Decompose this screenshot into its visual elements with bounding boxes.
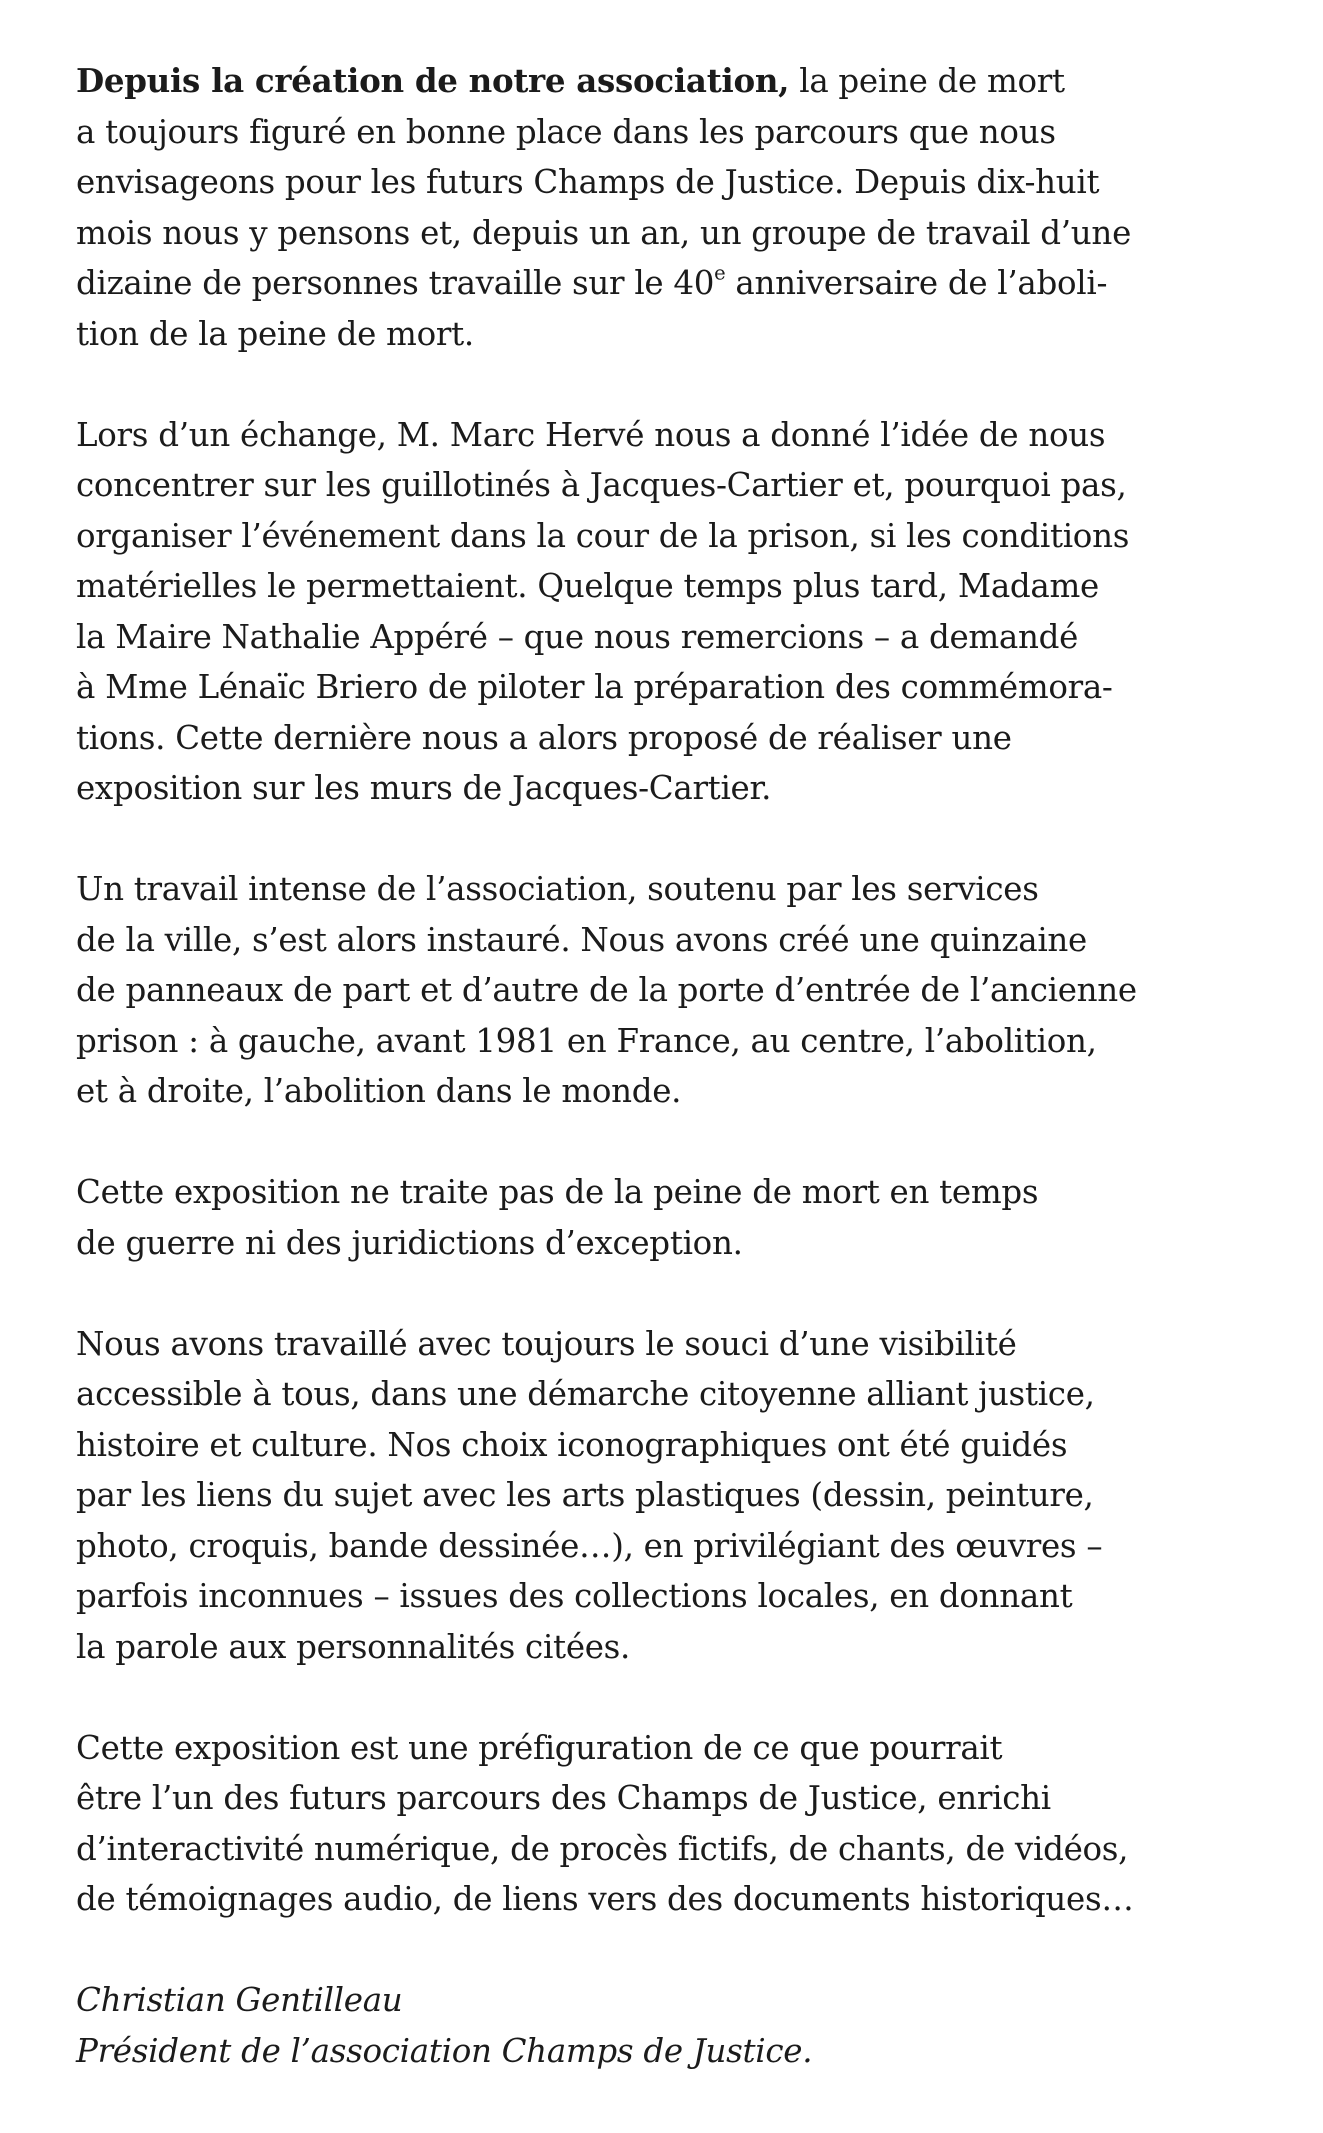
text-line (76, 1773, 1256, 1824)
text-line (76, 1874, 1256, 1925)
document-page (76, 56, 1256, 2076)
line-text: accessible à tous, dans une démarche citoyenne alliant justice, (76, 1375, 1095, 1413)
line-text: de témoignages audio, de liens vers des documents historiques… (76, 1880, 1134, 1918)
signature-name: Christian Gentilleau (76, 1981, 403, 2019)
line-text: de panneaux de part et d’autre de la porte d’entrée de l’ancienne (76, 971, 1137, 1009)
line-text: tions. Cette dernière nous a alors proposé de réaliser une (76, 718, 1012, 757)
text-line (76, 1723, 1256, 1774)
text-line (76, 662, 1256, 713)
text-line (76, 864, 1256, 915)
text-line (76, 208, 1256, 259)
line-text: et à droite, l’abolition dans le monde. (76, 1072, 682, 1110)
line-text: Cette exposition ne traite pas de la peine de mort en temps (76, 1173, 1039, 1211)
text-line (76, 157, 1256, 208)
text-line (76, 107, 1256, 158)
paragraph-5 (76, 1319, 1256, 1673)
line-text: être l’un des futurs parcours des Champs de Justice, enrichi (76, 1779, 1051, 1817)
line-text-after: anniversaire de l’aboli- (725, 264, 1108, 302)
paragraph-3 (76, 864, 1256, 1117)
signature-block (76, 1975, 1256, 2076)
text-line (76, 763, 1256, 814)
text-line (76, 410, 1256, 461)
line-text: la parole aux personnalités citées. (76, 1627, 631, 1666)
text-line (76, 511, 1256, 562)
line-text: Cette exposition est une préfiguration de ce que pourrait (76, 1728, 1003, 1767)
text-line (76, 713, 1256, 764)
paragraph-6 (76, 1723, 1256, 1925)
text-line (76, 1066, 1256, 1117)
line-text: organiser l’événement dans la cour de la prison, si les conditions (76, 516, 1130, 555)
text-line (76, 1420, 1256, 1471)
lead-phrase: Depuis la création de notre association, (76, 61, 790, 100)
text-line (76, 258, 1256, 309)
line-text: prison : à gauche, avant 1981 en France, au centre, l’abolition, (76, 1021, 1097, 1060)
paragraph-1 (76, 56, 1256, 359)
line-text: de guerre ni des juridictions d’exception. (76, 1223, 743, 1262)
line-text: à Mme Lénaïc Briero de piloter la préparation des commémora- (76, 668, 1113, 706)
line-text: photo, croquis, bande dessinée…), en privilégiant des œuvres – (76, 1526, 1103, 1565)
text-line (76, 561, 1256, 612)
paragraph-2 (76, 410, 1256, 814)
line-text: histoire et culture. Nos choix iconographiques ont été guidés (76, 1425, 1068, 1464)
line-text: dizaine de personnes travaille sur le 40 (76, 264, 715, 302)
line-text: de la ville, s’est alors instauré. Nous avons créé une quinzaine (76, 920, 1087, 959)
line-text: envisageons pour les futurs Champs de Justice. Depuis dix-huit (76, 163, 1100, 201)
signature-title: Président de l’association Champs de Justice. (76, 2031, 813, 2070)
paragraph-4 (76, 1167, 1256, 1268)
text-line (76, 1167, 1256, 1218)
text-line (76, 1319, 1256, 1370)
text-line (76, 1824, 1256, 1875)
text-line (76, 915, 1256, 966)
line-text: Un travail intense de l’association, soutenu par les services (76, 870, 1039, 908)
line-text: tion de la peine de mort. (76, 314, 474, 353)
text-line (76, 1218, 1256, 1269)
text-line (76, 1369, 1256, 1420)
line-text: la Maire Nathalie Appéré – que nous remercions – a demandé (76, 617, 1079, 656)
line-text: exposition sur les murs de Jacques-Cartier. (76, 769, 772, 807)
text-line (76, 56, 1256, 107)
line-text: par les liens du sujet avec les arts plastiques (dessin, peinture, (76, 1476, 1094, 1514)
ordinal-superscript: e (714, 261, 726, 285)
text-line (76, 1571, 1256, 1622)
line-text: a toujours figuré en bonne place dans les parcours que nous (76, 112, 1056, 151)
text-line (76, 1521, 1256, 1572)
line-text: d’interactivité numérique, de procès fictifs, de chants, de vidéos, (76, 1829, 1129, 1868)
text-line (76, 1470, 1256, 1521)
text-line (76, 612, 1256, 663)
line-text: Nous avons travaillé avec toujours le souci d’une visibilité (76, 1324, 1017, 1363)
line-text: concentrer sur les guillotinés à Jacques-Cartier et, pourquoi pas, (76, 466, 1127, 504)
text-line (76, 965, 1256, 1016)
body-text (76, 56, 1256, 1925)
line-text: mois nous y pensons et, depuis un an, un groupe de travail d’une (76, 213, 1131, 252)
text-line (76, 1622, 1256, 1673)
text-line (76, 1016, 1256, 1067)
line-text: la peine de mort (789, 62, 1065, 100)
text-line (76, 309, 1256, 360)
line-text: Lors d’un échange, M. Marc Hervé nous a donné l’idée de nous (76, 415, 1106, 454)
line-text: parfois inconnues – issues des collections locales, en donnant (76, 1577, 1073, 1615)
line-text: matérielles le permettaient. Quelque temps plus tard, Madame (76, 567, 1099, 605)
text-line (76, 460, 1256, 511)
